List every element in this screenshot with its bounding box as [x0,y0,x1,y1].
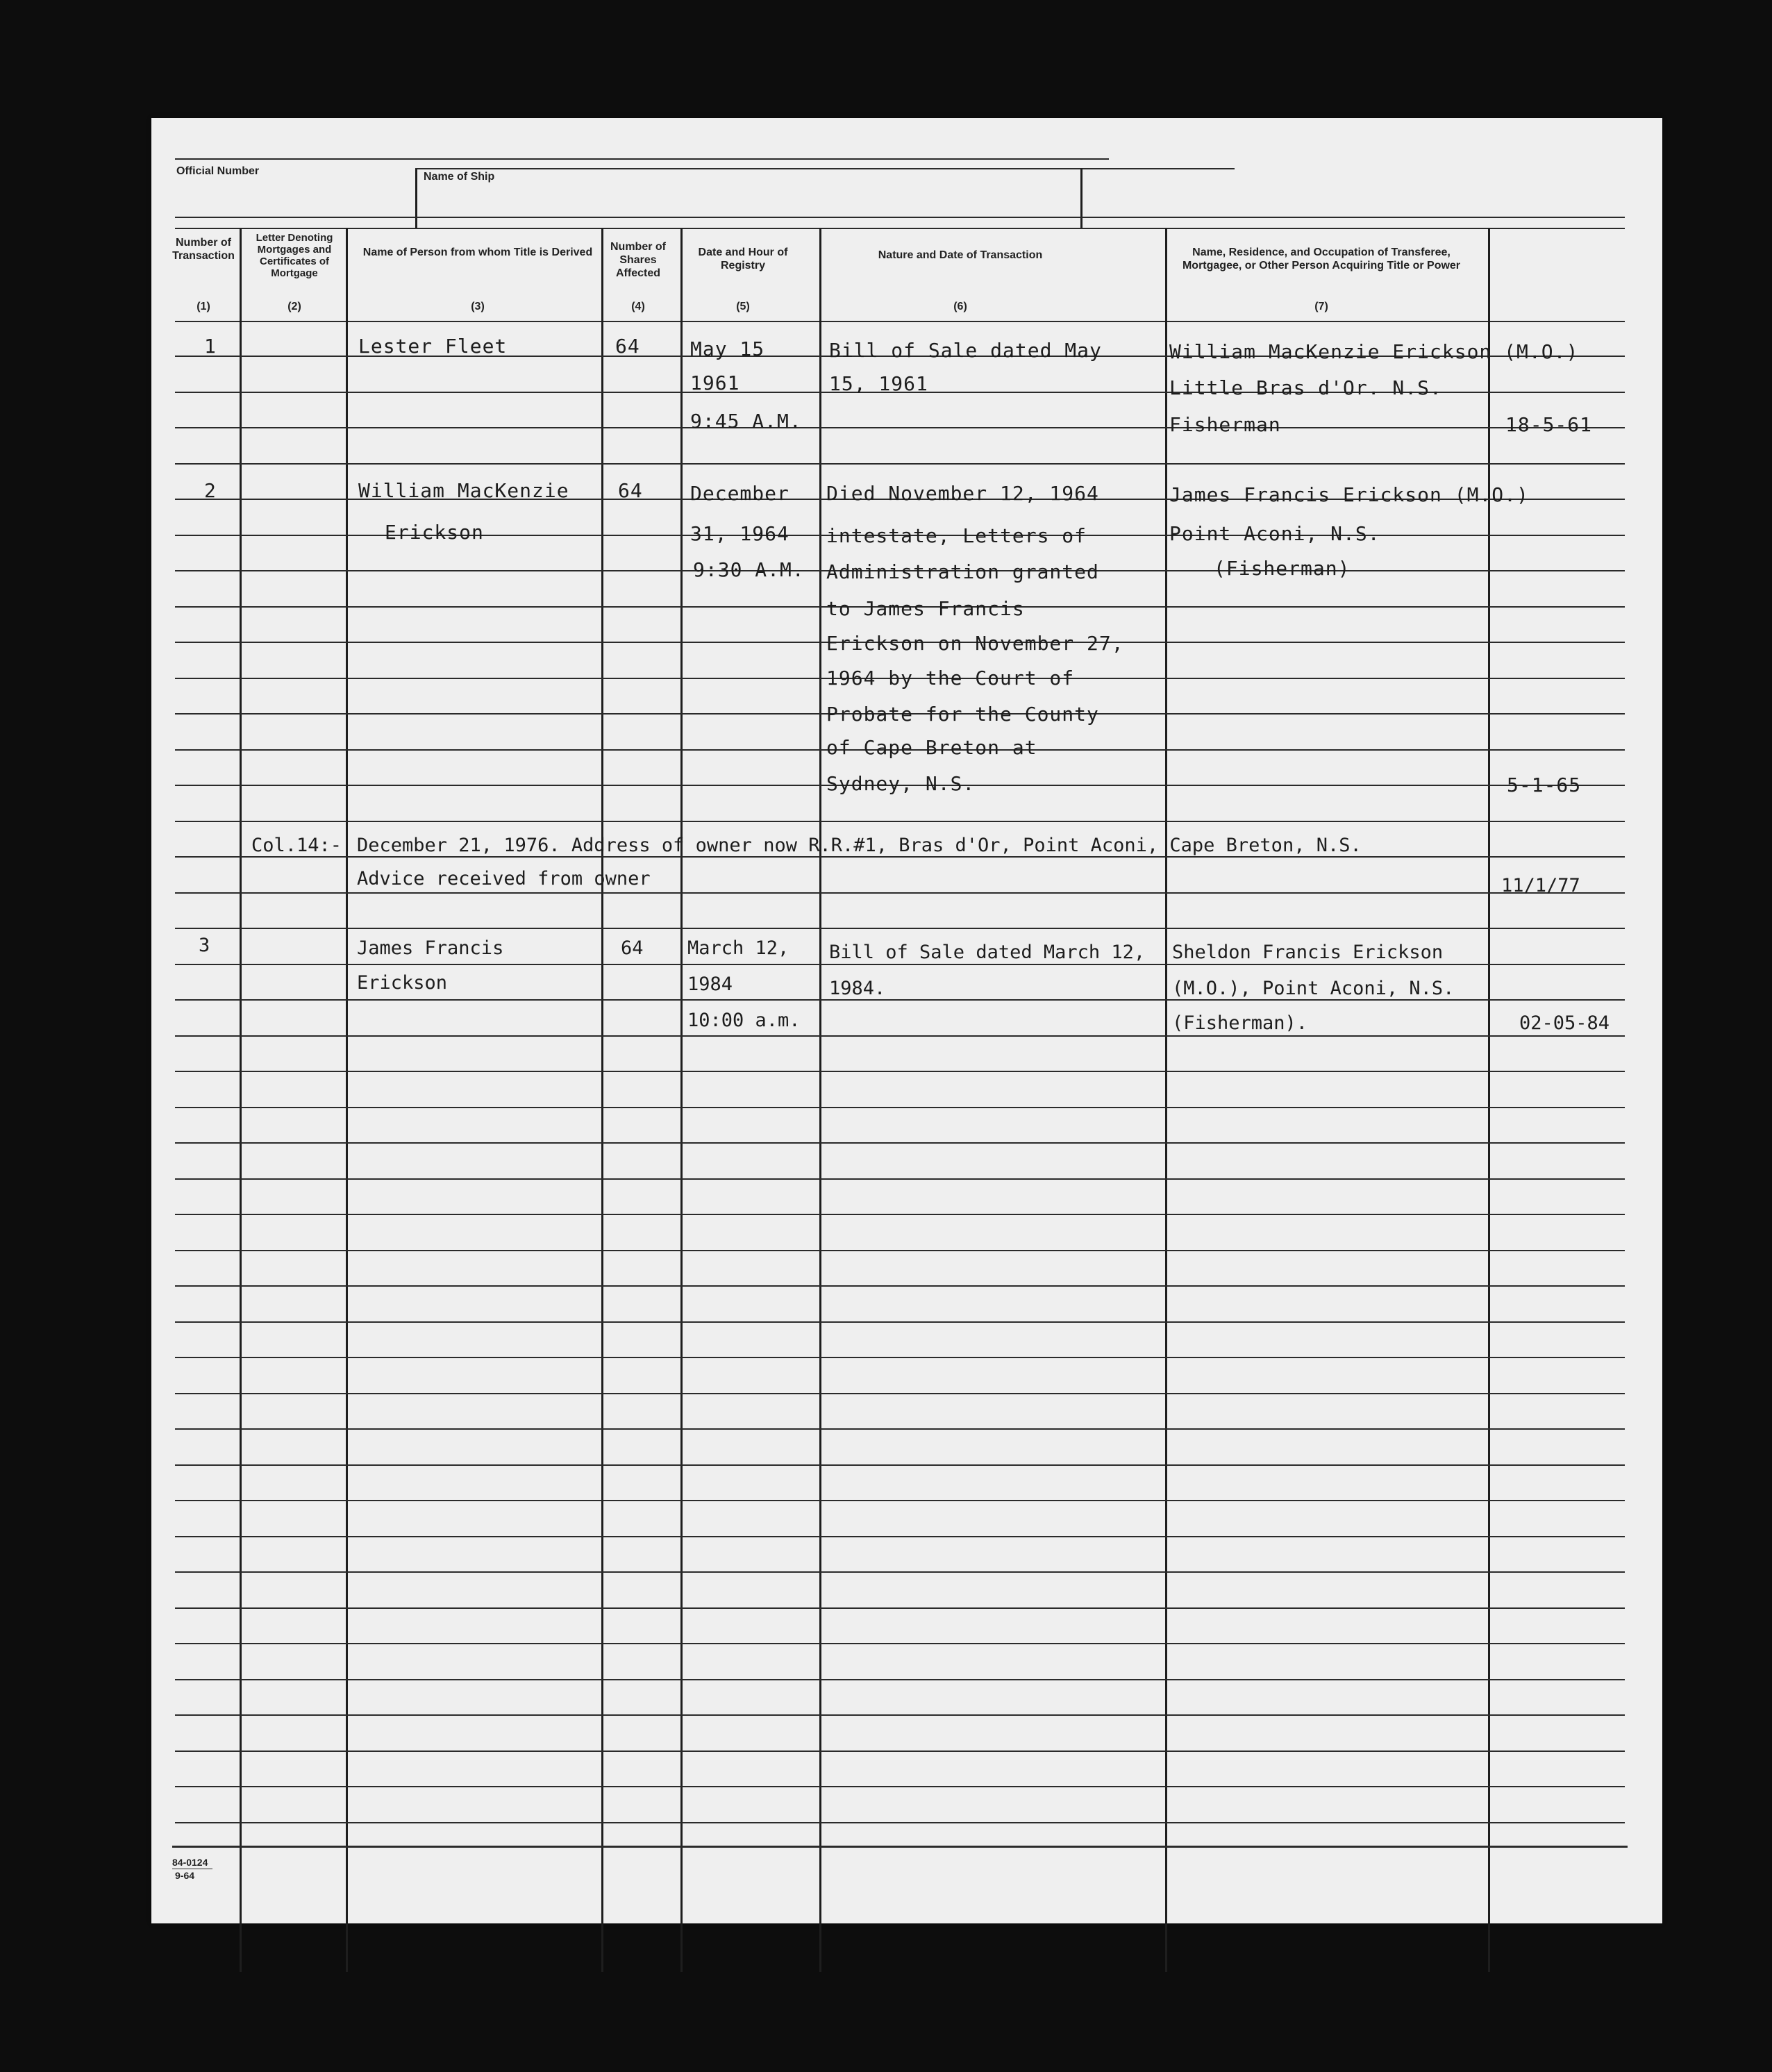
ruled-line [175,1786,1625,1787]
entry-3-nature-line-1: Bill of Sale dated March 12, [829,942,1146,963]
ruled-line [175,1822,1625,1823]
entry-3-acquirer-line-3: (Fisherman). [1172,1012,1308,1034]
entry-1-nature-line-1: Bill of Sale dated May [829,339,1102,362]
note-col8: 11/1/77 [1501,875,1580,896]
entry-2-col8: 5-1-65 [1507,774,1582,796]
ruled-line [175,1607,1625,1609]
entry-1-acquirer-line-3: Fisherman [1169,413,1281,436]
ruled-line [175,1643,1625,1644]
entry-2-nature-line-6: 1964 by the Court of [826,667,1075,690]
entry-1-acquirer-line-2: Little Bras d'Or. N.S. [1169,376,1442,399]
col2-number: (2) [287,301,301,312]
entry-2-nature-line-1: Died November 12, 1964 [826,482,1099,505]
entry-2-number: 2 [204,479,217,502]
header-top-rule [175,217,1625,218]
ruled-line [175,1035,1625,1037]
entry-2-from-line-1: William MacKenzie [358,479,569,502]
form-date: 9-64 [175,1870,195,1881]
ruled-line [175,1071,1625,1072]
ruled-line [175,999,1625,1001]
entry-2-nature-line-5: Erickson on November 27, [826,632,1124,655]
entry-2-nature-line-7: Probate for the County [826,703,1099,726]
entry-2-shares: 64 [618,479,643,502]
ruled-line [175,1321,1625,1323]
entry-2-nature-line-4: to James Francis [826,597,1025,620]
col3-number: (3) [471,301,485,312]
ruled-line [175,892,1625,894]
ruled-line [175,427,1625,428]
ruled-line [175,1500,1625,1501]
ruled-line [175,1285,1625,1287]
entry-3-acquirer-line-1: Sheldon Francis Erickson [1172,942,1444,963]
top-rule [175,158,1109,160]
col6-number: (6) [953,301,967,312]
entry-3-date-line-1: March 12, [687,937,789,959]
ruled-line [175,1751,1625,1752]
entry-3-col8: 02-05-84 [1519,1012,1610,1034]
col-rule-2 [346,228,348,1972]
entry-2-from-line-2: Erickson [385,521,484,544]
ruled-line [175,1536,1625,1537]
entry-2-date-line-3: 9:30 A.M. [693,558,805,581]
col6-header: Nature and Date of Transaction [878,249,1043,261]
note-line-1: December 21, 1976. Address of owner now R.R.#1, Bras d'Or, Point Aconi, Cape Breton, N.S. [357,835,1362,856]
entry-3-from-line-2: Erickson [357,972,448,994]
col-rule-6 [1165,228,1167,1972]
ruled-line [175,856,1625,858]
ruled-line [175,1357,1625,1358]
col4-number: (4) [631,301,645,312]
header-second-rule [175,228,1625,229]
col5-number: (5) [736,301,750,312]
name-of-ship-label: Name of Ship [424,171,495,183]
entry-2-acquirer-line-1: James Francis Erickson (M.O.) [1169,483,1529,506]
ship-box-right [1080,168,1083,228]
col7-number: (7) [1314,301,1328,312]
entry-2-date-line-1: December [690,482,789,505]
col-rule-1 [240,228,242,1972]
ruled-line [175,463,1625,465]
ship-box-left [415,168,417,228]
entry-3-acquirer-line-2: (M.O.), Point Aconi, N.S. [1172,978,1455,999]
entry-1-date-line-3: 9:45 A.M. [690,410,802,433]
ruled-line [175,1428,1625,1430]
entry-1-col8: 18-5-61 [1505,413,1593,436]
entry-3-nature-line-2: 1984. [829,978,886,999]
ruled-line [175,964,1625,965]
ruled-line [175,1214,1625,1215]
entry-1-shares: 64 [615,335,640,358]
entry-2-nature-line-2: intestate, Letters of [826,524,1087,547]
col7-header: Name, Residence, and Occupation of Transferee, Mortgagee, or Other Person Acquiring Title or Power [1182,247,1461,271]
header-bottom-rule [175,321,1625,322]
entry-2-nature-line-9: Sydney, N.S. [826,772,976,795]
entry-1-acquirer-line-1: William MacKenzie Erickson (M.O.) [1169,340,1579,363]
ruled-line [175,1393,1625,1394]
ruled-line [175,1178,1625,1180]
ruled-line [175,1571,1625,1573]
ship-box-top [415,168,1235,169]
entry-2-date-line-2: 31, 1964 [690,522,789,545]
entry-3-shares: 64 [621,937,644,959]
col-rule-4 [680,228,683,1972]
entry-1-from: Lester Fleet [358,335,508,358]
entry-1-date-line-2: 1961 [690,371,740,394]
col4-header: Number of Shares Affected [610,241,666,279]
ruled-line [175,1107,1625,1108]
entry-3-date-line-2: 1984 [687,974,733,995]
col1-number: (1) [197,301,210,312]
note-line-2: Advice received from owner [357,868,651,889]
entry-2-acquirer-line-3: (Fisherman) [1214,557,1351,580]
form-code: 84-0124 [172,1857,208,1868]
entry-2-nature-line-3: Administration granted [826,560,1099,583]
entry-1-nature-line-2: 15, 1961 [829,372,928,395]
registry-form-page [151,118,1662,1923]
entry-2-nature-line-8: of Cape Breton at [826,736,1037,759]
col5-header: Date and Hour of Registry [698,247,788,271]
bottom-rule [172,1846,1628,1848]
ruled-line [175,1250,1625,1251]
entry-1-number: 1 [204,335,217,358]
ruled-line [175,1714,1625,1716]
entry-3-date-line-3: 10:00 a.m. [687,1010,801,1031]
col3-header: Name of Person from whom Title is Derived [362,247,593,258]
ruled-line [175,1142,1625,1144]
ruled-line [175,1464,1625,1466]
col1-header: Number of Transaction [172,237,235,262]
ruled-line [175,928,1625,929]
col-rule-5 [819,228,821,1972]
ruled-line [175,821,1625,822]
entry-1-date-line-1: May 15 [690,337,765,360]
note-column-ref: Col.14:- [251,835,342,856]
col2-header: Letter Denoting Mortgages and Certificates of Mortgage [256,232,333,279]
entry-3-from-line-1: James Francis [357,937,504,959]
entry-2-acquirer-line-2: Point Aconi, N.S. [1169,522,1380,545]
ruled-line [175,1679,1625,1680]
entry-3-number: 3 [199,935,210,956]
official-number-label: Official Number [176,165,260,177]
col-rule-3 [601,228,603,1972]
